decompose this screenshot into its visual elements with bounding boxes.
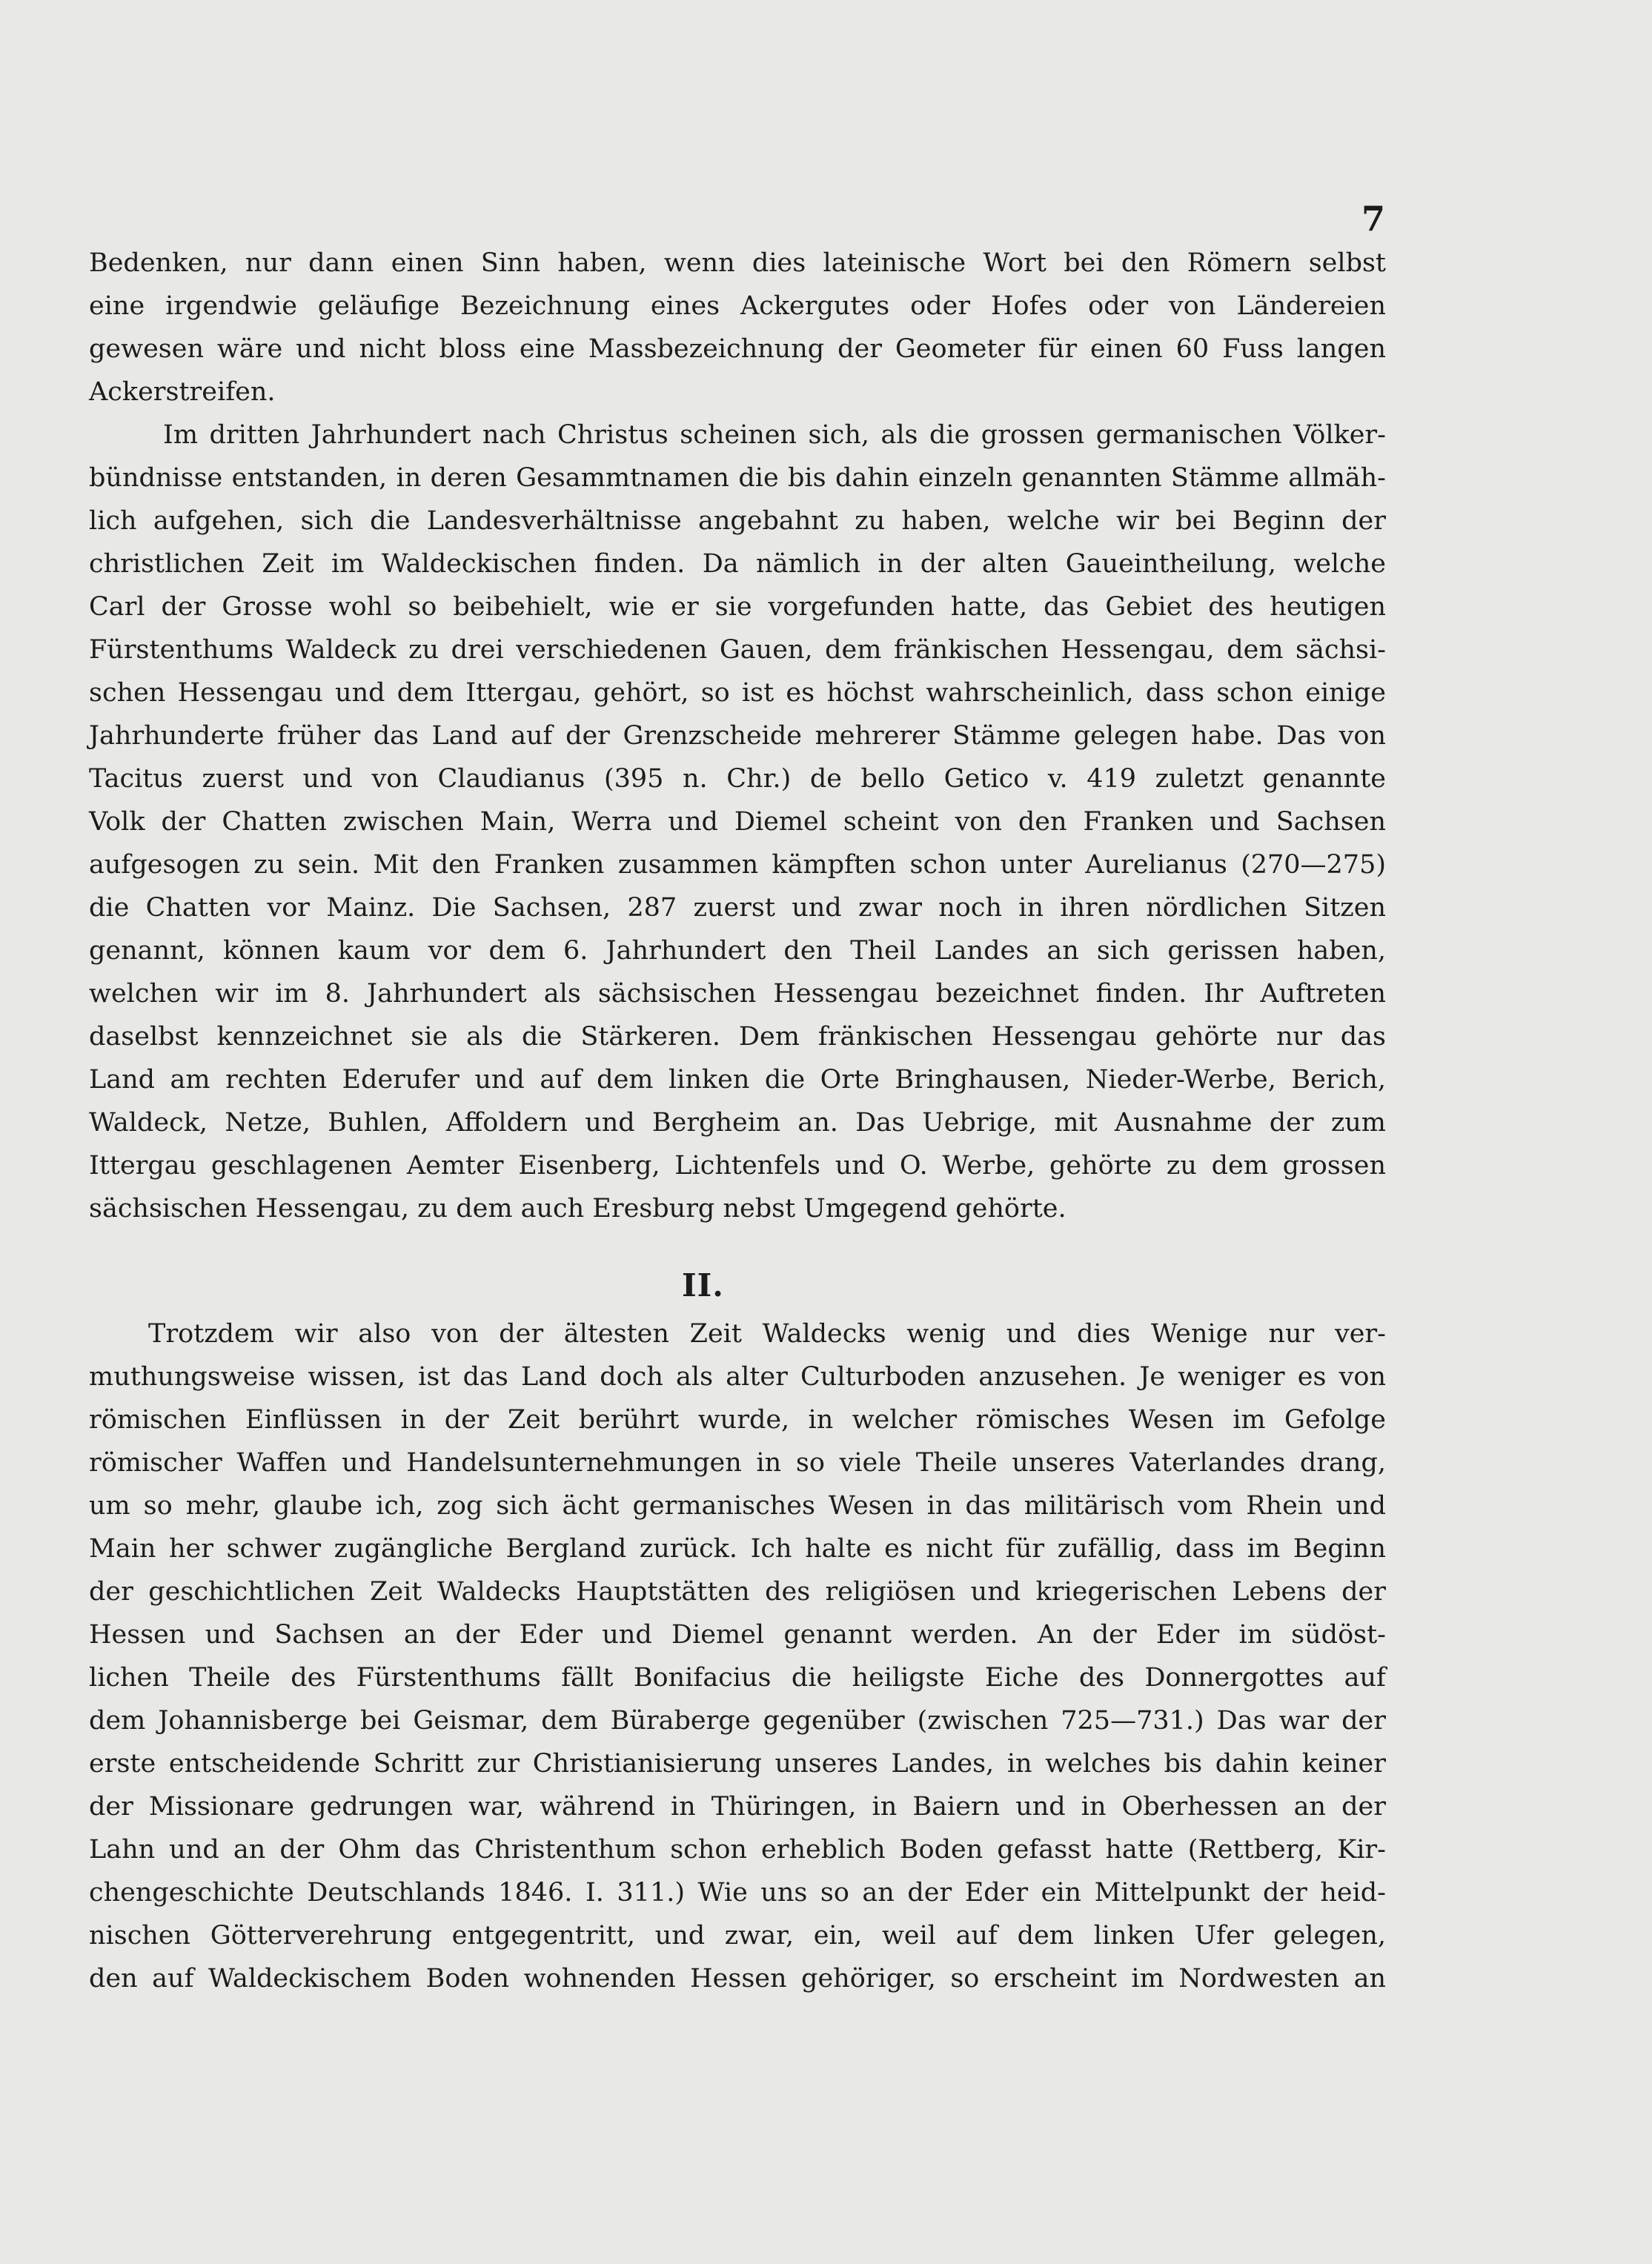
text-line: christlichen Zeit im Waldeckischen finden. Da nämlich in der alten Gaueintheilung, welche: [89, 549, 1386, 579]
text-line: der geschichtlichen Zeit Waldecks Hauptstätten des religiösen und kriegerischen Lebens der: [89, 1577, 1386, 1607]
text-line: lichen Theile des Fürstenthums fällt Bonifacius die heiligste Eiche des Donnergottes auf: [89, 1663, 1386, 1693]
paragraph-first-line: Trotzdem wir also von der ältesten Zeit Waldecks wenig und dies Wenige nur ver-: [148, 1319, 1386, 1349]
text-line: welchen wir im 8. Jahrhundert als sächsischen Hessengau bezeichnet finden. Ihr Auftreten: [89, 979, 1386, 1009]
text-line: der Missionare gedrungen war, während in Thüringen, in Baiern und in Oberhessen an der: [89, 1792, 1386, 1822]
text-line: Waldeck, Netze, Buhlen, Affoldern und Bergheim an. Das Uebrige, mit Ausnahme der zum: [89, 1108, 1386, 1138]
text-line: den auf Waldeckischem Boden wohnenden Hessen gehöriger, so erscheint im Nordwesten an: [89, 1964, 1386, 1994]
text-line: eine irgendwie geläufige Bezeichnung eines Ackergutes oder Hofes oder von Ländereien: [89, 291, 1386, 321]
paragraph-first-line: Im dritten Jahrhundert nach Christus scheinen sich, als die grossen germanischen Völker-: [163, 420, 1386, 450]
text-line: um so mehr, glaube ich, zog sich ächt germanisches Wesen in das militärisch vom Rhein und: [89, 1491, 1386, 1521]
text-line: gewesen wäre und nicht bloss eine Massbezeichnung der Geometer für einen 60 Fuss langen: [89, 334, 1386, 364]
text-line: erste entscheidende Schritt zur Christianisierung unseres Landes, in welches bis dahin keiner: [89, 1749, 1386, 1779]
text-line: lich aufgehen, sich die Landesverhältnisse angebahnt zu haben, welche wir bei Beginn der: [89, 506, 1386, 536]
text-line: genannt, können kaum vor dem 6. Jahrhundert den Theil Landes an sich gerissen haben,: [89, 936, 1386, 966]
text-line: bündnisse entstanden, in deren Gesammtnamen die bis dahin einzeln genannten Stämme allmäh-: [89, 463, 1386, 493]
text-line: Hessen und Sachsen an der Eder und Diemel genannt werden. An der Eder im südöst-: [89, 1620, 1386, 1650]
text-line: Lahn und an der Ohm das Christenthum schon erheblich Boden gefasst hatte (Rettberg, Kir-: [89, 1835, 1386, 1865]
text-line: die Chatten vor Mainz. Die Sachsen, 287 zuerst und zwar noch in ihren nördlichen Sitzen: [89, 893, 1386, 923]
text-line: aufgesogen zu sein. Mit den Franken zusammen kämpften schon unter Aurelianus (270—275): [89, 850, 1386, 880]
text-line: Tacitus zuerst und von Claudianus (395 n. Chr.) de bello Getico v. 419 zuletzt genannte: [89, 764, 1386, 794]
text-line: Land am rechten Ederufer und auf dem linken die Orte Bringhausen, Nieder-Werbe, Berich,: [89, 1065, 1386, 1095]
text-line: daselbst kennzeichnet sie als die Stärkeren. Dem fränkischen Hessengau gehörte nur das: [89, 1022, 1386, 1052]
text-line: Jahrhunderte früher das Land auf der Grenzscheide mehrerer Stämme gelegen habe. Das von: [89, 721, 1386, 751]
text-line: sächsischen Hessengau, zu dem auch Eresburg nebst Umgegend gehörte.: [89, 1194, 1066, 1224]
section-heading: II.: [682, 1267, 724, 1304]
text-line: Bedenken, nur dann einen Sinn haben, wenn dies lateinische Wort bei den Römern selbst: [89, 248, 1386, 278]
text-line: schen Hessengau und dem Ittergau, gehört, so ist es höchst wahrscheinlich, dass schon einige: [89, 678, 1386, 708]
text-line: römischen Einflüssen in der Zeit berührt wurde, in welcher römisches Wesen im Gefolge: [89, 1405, 1386, 1435]
text-line: Ittergau geschlagenen Aemter Eisenberg, Lichtenfels und O. Werbe, gehörte zu dem grossen: [89, 1151, 1386, 1181]
text-line: Volk der Chatten zwischen Main, Werra und Diemel scheint von den Franken und Sachsen: [89, 807, 1386, 837]
text-line: dem Johannisberge bei Geismar, dem Büraberge gegenüber (zwischen 725—731.) Das war der: [89, 1706, 1386, 1736]
text-line: Main her schwer zugängliche Bergland zurück. Ich halte es nicht für zufällig, dass im Beginn: [89, 1534, 1386, 1564]
text-line: römischer Waffen und Handelsunternehmungen in so viele Theile unseres Vaterlandes drang,: [89, 1448, 1386, 1478]
text-line: Ackerstreifen.: [89, 377, 276, 407]
text-line: chengeschichte Deutschlands 1846. I. 311.) Wie uns so an der Eder ein Mittelpunkt der heid-: [89, 1878, 1386, 1908]
text-line: muthungsweise wissen, ist das Land doch als alter Culturboden anzusehen. Je weniger es von: [89, 1362, 1386, 1392]
page-number: 7: [1361, 199, 1385, 239]
text-line: Carl der Grosse wohl so beibehielt, wie er sie vorgefunden hatte, das Gebiet des heutigen: [89, 592, 1386, 622]
text-line: Fürstenthums Waldeck zu drei verschiedenen Gauen, dem fränkischen Hessengau, dem sächsi-: [89, 635, 1386, 665]
text-line: nischen Götterverehrung entgegentritt, und zwar, ein, weil auf dem linken Ufer gelegen,: [89, 1921, 1386, 1951]
